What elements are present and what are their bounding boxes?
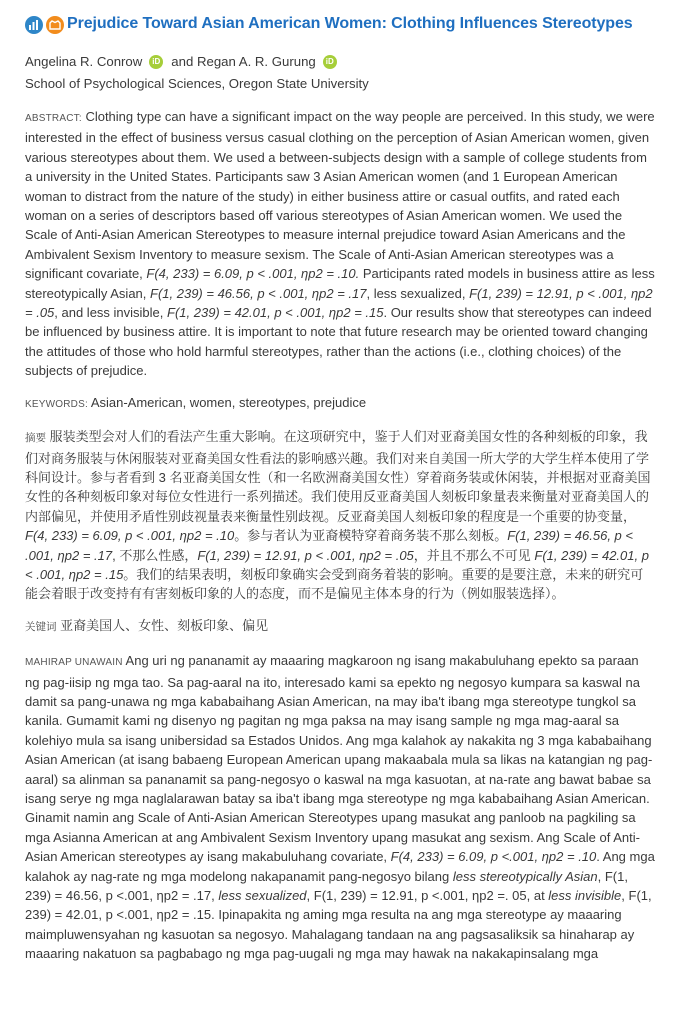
chinese-abstract-text: ，并且不那么不可见 — [413, 547, 535, 563]
abstract-label: ABSTRACT: — [25, 113, 82, 124]
author-list — [25, 53, 655, 71]
abstract-text: Participants rated models in business attire as less stereotypically Asian, — [25, 266, 655, 301]
tagalog-abstract-label: MAHIRAP UNAWAIN — [25, 657, 123, 669]
tagalog-abstract-text: Ang uri ng pananamit ay maaaring magkaroon ng isang makabuluhang epekto sa paraan ng pag-iisip ng mga tao. Sa pag-aaral na ito, interesado kami sa epekto ng negosyo kumpara sa kaswal na damit sa pang-unawa ng mga kababaihang Asian American, na may iba't ibang mga stereotype tungkol sa kanila. Gumamit kami ng disenyo ng pagitan ng mga paksa na may isang sample ng mga mag-aaral sa kolehiyo mula sa isang unibersidad sa Estados Unidos. Ang mga kalahok ay nakakita ng 3 mga kababaihang Asian American (at isang babaeng European American upang makaabala mula sa likas na katangian ng pag-aaral) sa alinman sa pananamit sa pang-negosyo o kaswal na mga kasuotan, at na-rate ang bawat babae sa isang serye ng mga naglalarawan batay sa iba't ibang mga stereotype ng mga kababaihang Asian American. Ginamit namin ang Scale of Anti-Asian American Stereotypes upang masukat ang panloob na pagkiling sa mga Asianna American at ang Ambivalent Sexism Inventory upang masukat ang sexism. Ang Scale of Anti-Asian American stereotypes ay isang makabuluhang covariate, — [25, 653, 653, 865]
stat: F(1, 239) = 12.91, p < .001, ηp2 = .05 — [197, 547, 414, 563]
author-joiner: and — [171, 54, 194, 69]
tagalog-abstract-text: . Ipinapakita ng aming mga resulta na ang mga stereotype ay maaaring maimpluwensyahan ng kasuotan sa negosyo. Mahalagang tandaan na ang pagsasaliksik sa hinaharap ay maaaring nakatuon sa pagbabago ng mga pag-uugali ng mga may hawak na nakakapinsalang mga — [25, 907, 635, 962]
chinese-keywords-text: 亚裔美国人、女性、刻板印象、偏见 — [60, 617, 269, 633]
emphasis: less invisible — [548, 888, 622, 904]
keywords-text: Asian-American, women, stereotypes, prejudice — [90, 394, 367, 410]
title-row — [25, 14, 655, 34]
tagalog-abstract-text: , at — [526, 888, 549, 904]
tagalog-abstract: MAHIRAP UNAWAIN Ang uri ng pananamit ay maaaring magkaroon ng isang makabuluhang epekto sa paraan ng pag-iisip ng mga tao. Sa pag-aaral na ito, interesado kami sa epekto ng negosyo kumpara sa kaswal na damit sa pang-unawa ng mga kababaihang Asian American, na may iba't ibang mga stereotype tungkol sa kanila. Gumamit kami ng disenyo ng pagitan ng mga paksa na may isang sample ng mga mag-aaral sa kolehiyo mula sa isang unibersidad sa Estados Unidos. Ang mga kalahok ay nakakita ng 3 mga kababaihang Asian American (at isang babaeng European American upang makaabala mula sa likas na katangian ng pag-aaral) sa alinman sa pananamit sa pang-negosyo o kaswal na mga kasuotan, at na-rate ang bawat babae sa isang serye ng mga naglalarawan batay sa iba't ibang mga stereotype ng mga kababaihang Asian American. Ginamit namin ang Scale of Anti-Asian American Stereotypes upang masukat ang panloob na pagkiling sa mga Asianna American at ang Ambivalent Sexism Inventory upang masukat ang sexism. Ang Scale of Anti-Asian American stereotypes ay isang makabuluhang covariate, F(4, 233) = 6.09, p <.001, ηp2 = .10. Ang mga kalahok ay nag-rate ng mga modelong nakapanamit pang-negosyo bilang less stereotypically Asian, F(1, 239) = 46.56, p <.001, ηp2 = .17, less sexualized, F(1, 239) = 12.91, p <.001, ηp2 =. 05, at less invisible, F(1, 239) = 42.01, p <.001, ηp2 = .15. Ipinapakita ng aming mga resulta na ang mga stereotype ay maaaring maimpluwensyahan ng kasuotan sa negosyo. Mahalagang tandaan na ang pagsasaliksik sa hinaharap ay maaaring nakatuon sa pagbabago ng mga pag-uugali ng mga may hawak na nakakapinsalang mga — [25, 653, 655, 962]
stat: F(1, 239) = 46.56, p < .001, ηp2 = .17 — [150, 285, 367, 301]
stat: F(1, 239) = 42.01, p < .001, ηp2 = .15 — [25, 547, 649, 582]
stat: F(4, 233) = 6.09, p <.001, ηp2 = .10 — [390, 849, 597, 865]
abstract-text: , and less invisible, — [54, 305, 168, 321]
open-materials-icon[interactable] — [46, 16, 64, 34]
stat: F(4, 233) = 6.09, p < .001, ηp2 = .10. — [146, 266, 360, 282]
badges — [25, 16, 64, 34]
abstract-text: , less sexualized, — [366, 285, 470, 301]
open-data-icon[interactable] — [25, 16, 43, 34]
author-name[interactable]: Regan A. R. Gurung — [196, 54, 316, 69]
abstract-text: . Our results show that stereotypes can indeed be influenced by business attire. It is important to note that future research may be oriented toward changing the attitudes of those who hold harmful stereotypes, rather than the actions (i.e., clothing choices) of the subjects of prejudice. — [25, 305, 652, 379]
chinese-keywords — [25, 616, 655, 637]
chinese-keywords-label: 关键词 — [25, 620, 57, 633]
stat: F(1, 239) = 42.01, p < .001, ηp2 = .15 — [167, 305, 384, 321]
emphasis: less sexualized — [218, 888, 307, 904]
keywords — [25, 393, 655, 414]
stat: , F(1, 239) = 12.91, p <.001, ηp2 =. 05 — [306, 888, 527, 904]
chinese-abstract-label: 摘要 — [25, 432, 46, 445]
tagalog-abstract-text: . Ang mga kalahok ay nag-rate ng mga modelong nakapanamit pang-negosyo bilang — [25, 849, 655, 884]
chinese-abstract-text: 服装类型会对人们的看法产生重大影响。在这项研究中，鉴于人们对亚裔美国女性的各种刻板的印象，我们对商务服装与休闲服装对亚裔美国女性看法的影响感兴趣。我们对来自美国一所大学的大学生样本使用了学科间设计。参与者看到 3 名亚裔美国女性（和一名欧洲裔美国女性）穿着商务装或休闲装，并根据对亚裔美国女性的各种刻板印象对每位女性进行一系列描述。我们使用反亚裔美国人刻板印象量表来衡量对亚裔美国人的内部偏见，并使用矛盾性别歧视量表来衡量性别歧视。反亚裔美国人刻板印象的程度是一个重要的协变量， — [25, 429, 651, 524]
stat: , F(1, 239) = 46.56, p <.001, ηp2 = .17 — [25, 868, 628, 904]
abstract — [25, 107, 655, 381]
page-title[interactable]: Prejudice Toward Asian American Women: Clothing Influences Stereotypes — [67, 15, 633, 32]
stat: F(4, 233) = 6.09, p < .001, ηp2 = .10 — [25, 528, 235, 544]
keywords-label: KEYWORDS: — [25, 398, 88, 410]
orcid-icon[interactable]: iD — [323, 55, 337, 69]
affiliation: School of Psychological Sciences, Oregon State University — [25, 76, 369, 91]
abstract-text: Clothing type can have a significant impact on the way people are perceived. In this study, we were interested in the effect of business versus casual clothing on the perception of Asian American women, given various stereotypes about them. We used a between-subjects design with a sample of college students from a university in the United States. Participants saw 3 Asian American women (and 1 European American woman to distract from the nature of the study) in either business attire or casual outfits, and rated each woman on a series of descriptors based off various stereotypes of Asian American women. We used the Scale of Anti-Asian American Stereotypes to measure internal prejudice toward Asian Americans and the Ambivalent Sexism Inventory to measure sexism. The Scale of Anti-Asian American stereotypes was a significant covariate, — [25, 109, 655, 282]
stat: F(1, 239) = 12.91, p < .001, ηp2 = .05 — [25, 285, 653, 321]
orcid-icon[interactable]: iD — [149, 55, 163, 69]
chinese-abstract-text: , 不那么性感， — [112, 547, 198, 563]
chinese-abstract — [25, 427, 655, 604]
chinese-abstract-text: 。参与者认为亚裔模特穿着商务装不那么刻板。 — [234, 528, 508, 544]
chinese-abstract-text: 。我们的结果表明，刻板印象确实会受到商务着装的影响。重要的是要注意，未来的研究可能会着眼于改变持有有害刻板印象的人的态度，而不是偏见主体本身的行为（例如服装选择）。 — [25, 566, 644, 602]
stat: , F(1, 239) = 42.01, p <.001, ηp2 = .15 — [25, 888, 652, 923]
stat: F(1, 239) = 46.56, p < .001, ηp2 = .17 — [25, 528, 633, 563]
author-name[interactable]: Angelina R. Conrow — [25, 54, 143, 69]
emphasis: less stereotypically Asian — [452, 868, 598, 884]
